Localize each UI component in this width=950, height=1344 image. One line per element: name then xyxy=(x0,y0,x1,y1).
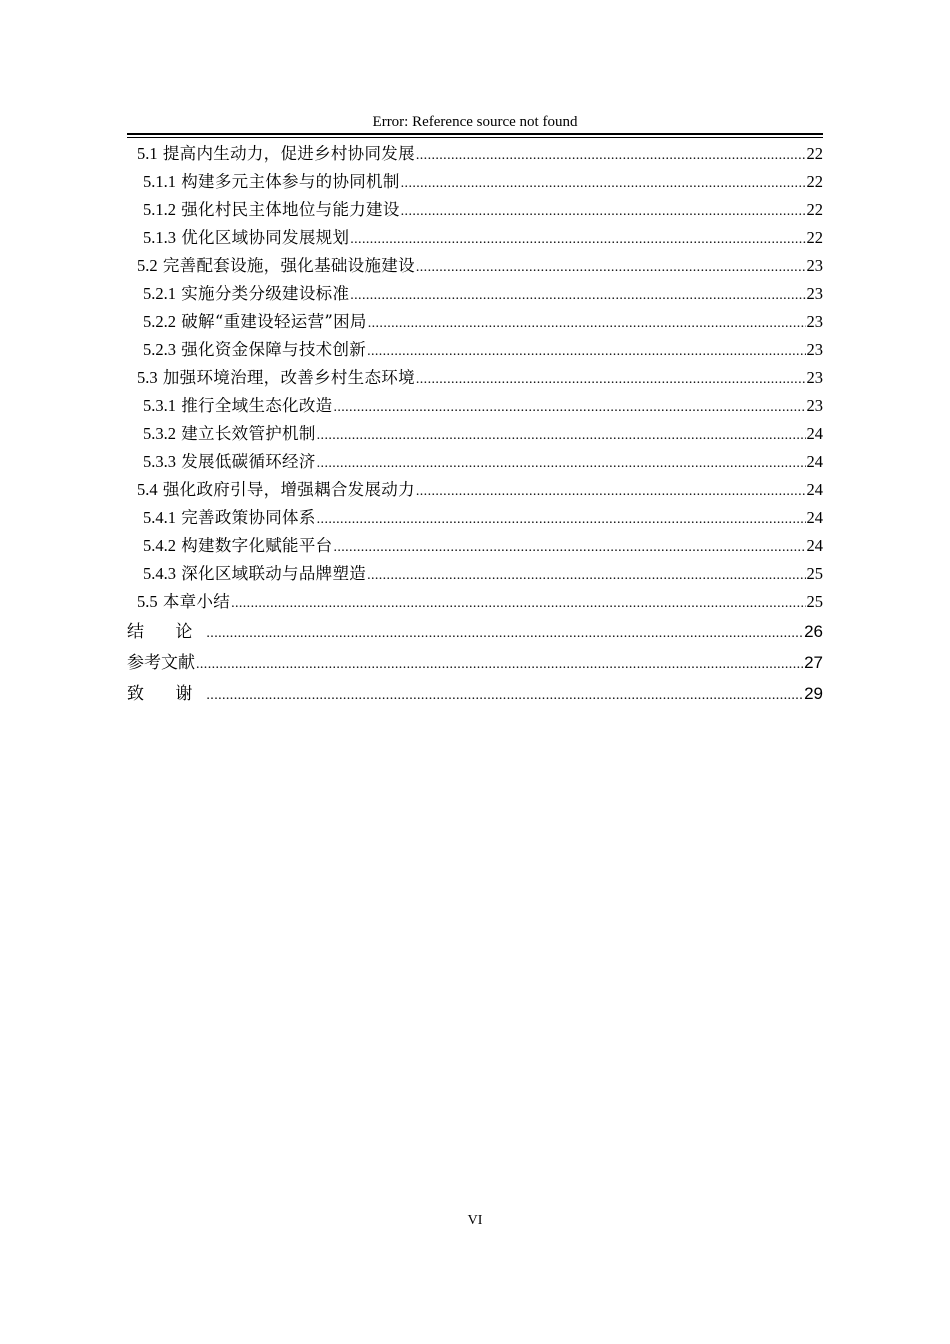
toc-entry-page: 25 xyxy=(806,592,823,611)
toc-entry-page: 24 xyxy=(806,508,823,527)
toc-entry-number: 5.3.2 xyxy=(143,424,176,443)
toc-entry-title: 构建多元主体参与的协同机制 xyxy=(181,172,400,191)
toc-entry[interactable] xyxy=(137,252,823,276)
toc-entry-acknowledgements[interactable] xyxy=(127,679,823,704)
toc-entry-page: 23 xyxy=(806,340,823,359)
toc-entry-title: 本章小结 xyxy=(162,592,231,611)
toc-entry-title: 发展低碳循环经济 xyxy=(181,452,316,471)
toc-entry-number: 5.1.3 xyxy=(143,228,176,247)
toc-entry[interactable] xyxy=(143,308,823,332)
toc-entry-number: 5.2.3 xyxy=(143,340,176,359)
toc-entry[interactable] xyxy=(137,476,823,500)
toc-entry-title: 实施分类分级建设标准 xyxy=(181,284,350,303)
toc-entry-number: 5.1 xyxy=(137,144,158,163)
toc-entry[interactable] xyxy=(143,280,823,304)
toc-entry-number: 5.3.1 xyxy=(143,396,176,415)
toc-entry-number: 5.2 xyxy=(137,256,158,275)
toc-leader xyxy=(231,596,805,612)
toc-leader xyxy=(367,568,805,584)
toc-entry-number: 5.1.1 xyxy=(143,172,176,191)
toc-leader xyxy=(206,688,803,704)
toc-entry-page: 25 xyxy=(806,564,823,583)
toc-leader xyxy=(317,428,806,444)
toc-entry-conclusion[interactable] xyxy=(127,617,823,642)
toc-entry[interactable] xyxy=(143,448,823,472)
toc-leader xyxy=(416,148,806,164)
toc-entry-title: 推行全域生态化改造 xyxy=(181,396,333,415)
toc-leader xyxy=(367,344,805,360)
toc-entry[interactable] xyxy=(143,336,823,360)
toc-entry-title: 结 论 xyxy=(127,622,206,642)
toc-entry-title: 强化资金保障与技术创新 xyxy=(181,340,367,359)
header-divider xyxy=(127,133,823,138)
toc-entry[interactable] xyxy=(143,224,823,248)
toc-entry-page: 23 xyxy=(806,256,823,275)
toc-leader xyxy=(333,540,805,556)
toc-entry-number: 5.3 xyxy=(137,368,158,387)
toc-leader xyxy=(416,372,806,388)
toc-entry-number: 5.4.2 xyxy=(143,536,176,555)
toc-leader xyxy=(350,288,805,304)
toc-leader xyxy=(350,232,805,248)
toc-entry-page: 24 xyxy=(806,480,823,499)
toc-entry-page: 24 xyxy=(806,452,823,471)
toc-entry[interactable] xyxy=(143,392,823,416)
toc-entry[interactable] xyxy=(137,588,823,612)
toc-entry[interactable] xyxy=(143,532,823,556)
toc-entry[interactable] xyxy=(143,196,823,220)
toc-entry-number: 5.2.1 xyxy=(143,284,176,303)
toc-entry-page: 23 xyxy=(806,312,823,331)
toc-entry-page: 26 xyxy=(804,622,823,641)
toc-leader xyxy=(416,484,806,500)
toc-entry-number: 5.1.2 xyxy=(143,200,176,219)
toc-leader xyxy=(206,626,803,642)
toc-entry[interactable] xyxy=(137,364,823,388)
toc-entry-page: 27 xyxy=(804,653,823,672)
toc-leader xyxy=(416,260,806,276)
toc-entry[interactable] xyxy=(143,420,823,444)
toc-entry-title: 优化区域协同发展规划 xyxy=(181,228,350,247)
toc-leader xyxy=(401,204,806,220)
toc-entry-page: 22 xyxy=(806,172,823,191)
toc-entry-title: 强化村民主体地位与能力建设 xyxy=(181,200,400,219)
toc-entry-page: 23 xyxy=(806,368,823,387)
toc-entry-page: 29 xyxy=(804,684,823,703)
toc-entry-number: 5.4.1 xyxy=(143,508,176,527)
page-number: VI xyxy=(467,1213,483,1228)
toc-entry-title: 致 谢 xyxy=(127,684,206,704)
toc-entry-title: 加强环境治理，改善乡村生态环境 xyxy=(162,368,415,387)
toc-leader xyxy=(317,456,806,472)
toc-leader xyxy=(333,400,805,416)
toc-entry[interactable] xyxy=(143,168,823,192)
toc-entry-number: 5.2.2 xyxy=(143,312,176,331)
toc-entry-page: 24 xyxy=(806,536,823,555)
toc-entry-number: 5.4.3 xyxy=(143,564,176,583)
toc-entry[interactable] xyxy=(137,140,823,164)
toc-entry-title: 强化政府引导，增强耦合发展动力 xyxy=(162,480,415,499)
toc-entry-title: 提高内生动力，促进乡村协同发展 xyxy=(162,144,415,163)
toc-entry-title: 构建数字化赋能平台 xyxy=(181,536,333,555)
toc-entry-page: 24 xyxy=(806,424,823,443)
toc-entry-page: 23 xyxy=(806,284,823,303)
toc-leader xyxy=(317,512,806,528)
toc-entry[interactable] xyxy=(143,560,823,584)
page-header: Error: Reference source not found xyxy=(372,114,578,130)
toc-entry-title: 深化区域联动与品牌塑造 xyxy=(181,564,367,583)
toc-entry[interactable] xyxy=(143,504,823,528)
toc-leader xyxy=(368,316,806,332)
toc-entry-title: 参考文献 xyxy=(127,653,195,673)
toc-entry-page: 22 xyxy=(806,200,823,219)
toc-entry-number: 5.5 xyxy=(137,592,158,611)
toc-entry-title: 完善政策协同体系 xyxy=(181,508,316,527)
toc-leader xyxy=(196,657,803,673)
toc-entry-number: 5.3.3 xyxy=(143,452,176,471)
toc-entry-page: 23 xyxy=(806,396,823,415)
toc-entry-references[interactable] xyxy=(127,648,823,673)
toc-entry-title: 建立长效管护机制 xyxy=(181,424,316,443)
toc-entry-page: 22 xyxy=(806,144,823,163)
toc-leader xyxy=(401,176,806,192)
toc-entry-title: 完善配套设施，强化基础设施建设 xyxy=(162,256,415,275)
toc-entry-page: 22 xyxy=(806,228,823,247)
toc-entry-title: 破解“重建设轻运营”困局 xyxy=(181,312,367,331)
toc-entry-number: 5.4 xyxy=(137,480,158,499)
